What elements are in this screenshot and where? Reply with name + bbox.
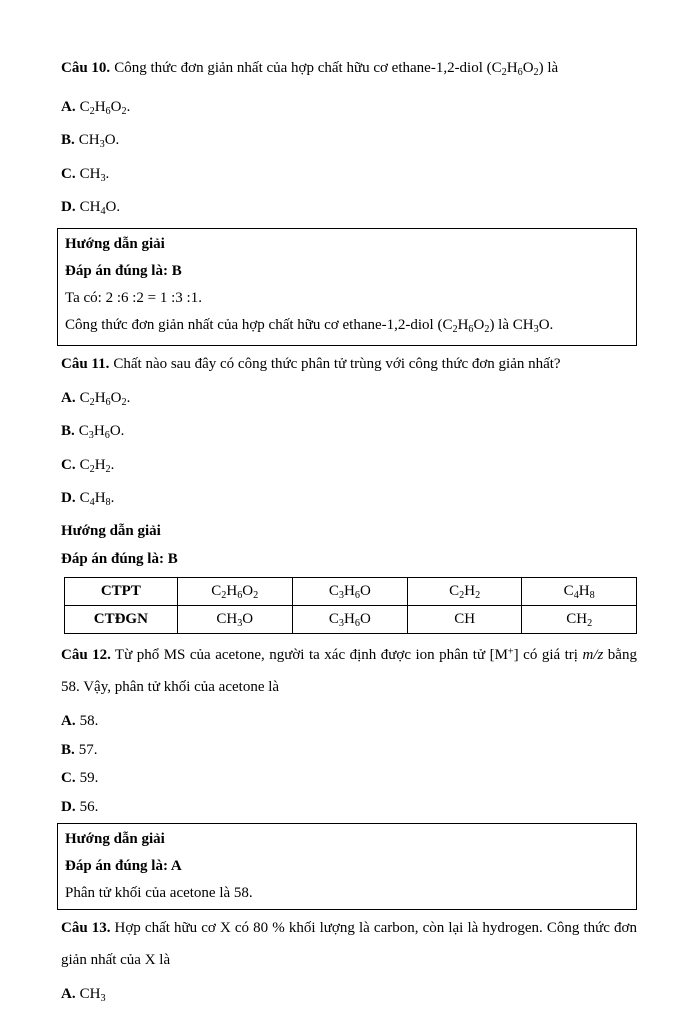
question-13-label: Câu 13. (61, 920, 111, 937)
option-text: $CH_3$. (79, 165, 110, 184)
table-cell: CH (407, 606, 522, 634)
option-letter: C. (61, 770, 76, 787)
question-13 (61, 912, 637, 1013)
question-11-option-b (61, 417, 637, 450)
option-text: $C_2H_2$. (79, 456, 115, 475)
solution-box-q12 (57, 823, 637, 910)
option-letter: D. (61, 198, 76, 215)
solution-heading: Hướng dẫn giải (61, 523, 161, 540)
question-12-option-a (61, 707, 637, 736)
option-letter: A. (61, 986, 76, 1003)
answer-line: Đáp án đúng là: B (65, 263, 182, 280)
table-cell: CTĐGN (65, 606, 178, 634)
table-cell: $C_2H_6O_2$ (177, 578, 292, 606)
option-text: $C_2H_6O_2$. (79, 98, 131, 117)
option-letter: B. (61, 423, 75, 440)
question-13-text: Hợp chất hữu cơ X có 80 % khối lượng là carbon, còn lại là hydrogen. Công thức đơn giản nhất của X là (61, 920, 637, 969)
option-text: $C_2H_6O_2$. (79, 390, 131, 408)
question-10-text: Công thức đơn giản nhất của hợp chất hữu cơ ethane-1,2-diol $(C_2H_6O_2)$ là (114, 60, 559, 78)
solution-q11 (61, 517, 637, 634)
question-11-label: Câu 11. (61, 356, 110, 373)
question-11-option-d (61, 484, 637, 517)
option-letter: D. (61, 490, 76, 507)
question-13-title (61, 912, 637, 976)
question-11-text: Chất nào sau đây có công thức phân tử trùng với công thức đơn giản nhất? (113, 356, 561, 373)
option-text: 57. (78, 741, 98, 758)
question-10 (61, 52, 637, 226)
question-11-option-c (61, 451, 637, 484)
table-cell: $C_3H_6O$ (292, 578, 407, 606)
option-text: $C_4H_8$. (79, 490, 115, 508)
question-10-option-b (61, 126, 637, 159)
solution-line: Phân tử khối của acetone là 58. (65, 885, 253, 902)
question-12-title (61, 636, 637, 703)
solution-line: Công thức đơn giản nhất của hợp chất hữu cơ ethane-1,2-diol $(C_2H_6O_2)$ là $CH_3O$. (65, 317, 554, 336)
question-12-text: Từ phổ MS của acetone, người ta xác định được ion phân tử [M+] có giá trị m/z bằng 58. Vậy, phân tử khối của acetone là (61, 646, 637, 696)
option-text: $CH_3O$. (78, 132, 120, 151)
option-text: $CH_3$ (79, 986, 106, 1004)
option-letter: A. (61, 713, 76, 730)
option-text: $CH_4O$. (79, 198, 121, 217)
solution-box-q10 (57, 228, 637, 346)
question-10-label: Câu 10. (61, 60, 111, 76)
solution-heading: Hướng dẫn giải (65, 831, 165, 848)
question-10-option-a (61, 93, 637, 126)
table-cell: $CH_2$ (522, 606, 637, 634)
answer-line: Đáp án đúng là: A (65, 858, 182, 875)
question-12-option-c (61, 764, 637, 793)
solution-line: Ta có: 2 :6 :2 = 1 :3 :1. (65, 290, 202, 307)
option-letter: C. (61, 165, 76, 182)
option-letter: A. (61, 98, 76, 115)
question-10-option-d (61, 193, 637, 226)
option-letter: D. (61, 798, 76, 815)
option-text: $C_3H_6O$. (78, 423, 125, 442)
table-cell: $CH_3O$ (177, 606, 292, 634)
table-cell: $C_3H_6O$ (292, 606, 407, 634)
question-11-title (61, 348, 637, 380)
question-10-title (61, 52, 637, 89)
question-11 (61, 348, 637, 517)
table-cell: $C_4H_8$ (522, 578, 637, 606)
question-13-option-a (61, 980, 637, 1013)
question-11-option-a (61, 384, 637, 417)
question-12 (61, 636, 637, 821)
table-row-ctpt (65, 578, 637, 606)
question-12-label: Câu 12. (61, 647, 111, 664)
solution-heading: Hướng dẫn giải (65, 236, 165, 253)
table-cell: CTPT (65, 578, 178, 606)
option-letter: C. (61, 456, 76, 473)
option-text: 59. (79, 770, 99, 787)
table-row-ctdgn (65, 606, 637, 634)
option-letter: B. (61, 741, 75, 758)
option-letter: A. (61, 390, 76, 407)
question-10-option-c (61, 160, 637, 193)
option-text: 58. (79, 713, 99, 730)
question-12-option-d (61, 793, 637, 822)
question-12-option-b (61, 736, 637, 765)
table-cell: $C_2H_2$ (407, 578, 522, 606)
option-letter: B. (61, 132, 75, 149)
option-text: 56. (79, 798, 99, 815)
ctpt-ctdgn-table (64, 577, 637, 634)
answer-line: Đáp án đúng là: B (61, 551, 178, 568)
